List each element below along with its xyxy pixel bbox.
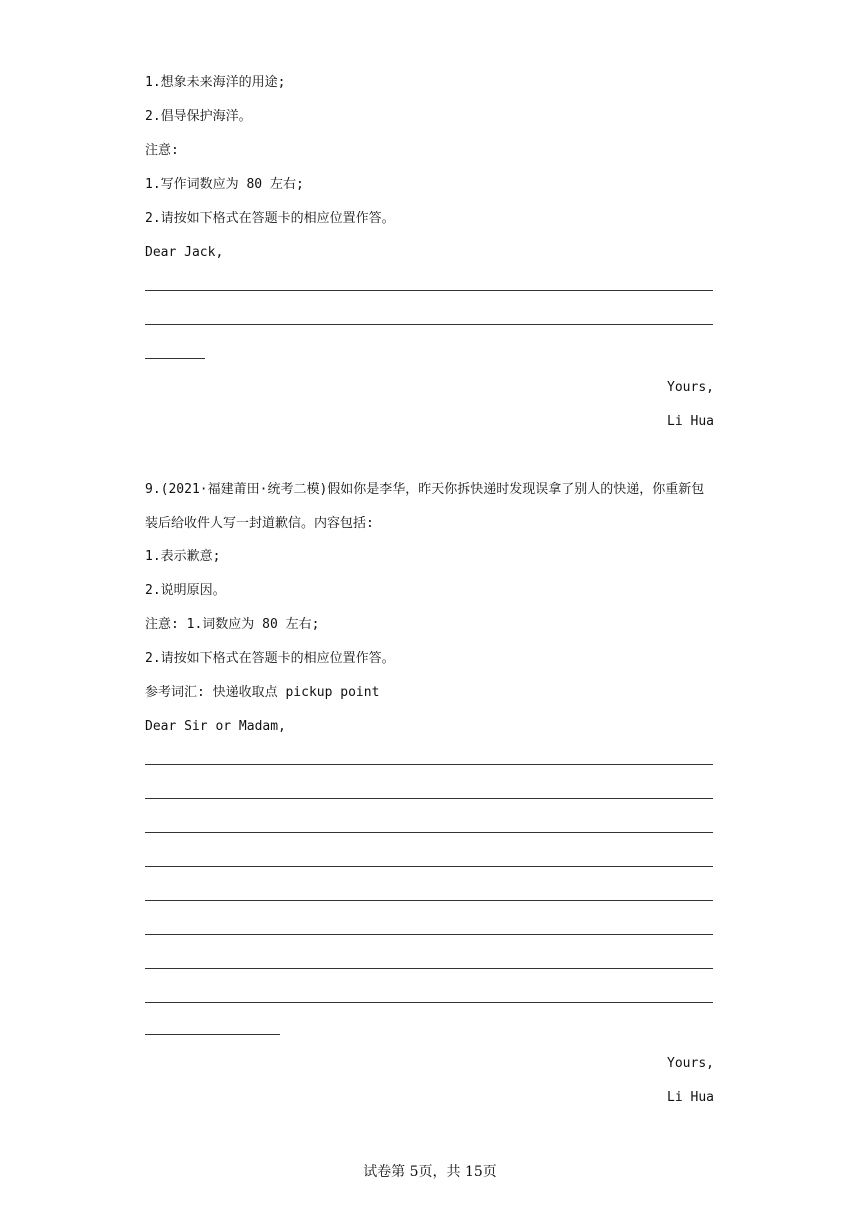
answer-line[interactable] [145, 324, 713, 325]
letter-signature: Li Hua [667, 414, 714, 429]
answer-line[interactable] [145, 764, 713, 765]
answer-line[interactable] [145, 900, 713, 901]
q9-note-word-count: 注意: 1.词数应为 80 左右; [145, 617, 320, 632]
letter-greeting: Dear Jack, [145, 245, 224, 260]
q9-letter-greeting: Dear Sir or Madam, [145, 719, 286, 734]
note-label: 注意: [145, 143, 179, 158]
note-word-count: 1.写作词数应为 80 左右; [145, 177, 304, 192]
note-format: 2.请按如下格式在答题卡的相应位置作答。 [145, 211, 395, 226]
q9-letter-signature: Li Hua [667, 1090, 714, 1105]
answer-line[interactable] [145, 832, 713, 833]
answer-line[interactable] [145, 798, 713, 799]
answer-line-short[interactable] [145, 358, 205, 359]
q9-point-2: 2.说明原因。 [145, 583, 226, 598]
q9-letter-closing: Yours, [667, 1056, 714, 1071]
q9-note-format: 2.请按如下格式在答题卡的相应位置作答。 [145, 651, 395, 666]
q9-point-1: 1.表示歉意; [145, 549, 221, 564]
answer-line[interactable] [145, 866, 713, 867]
q9-vocabulary: 参考词汇: 快递收取点 pickup point [145, 685, 380, 700]
task-point-2: 2.倡导保护海洋。 [145, 109, 252, 124]
answer-line-short[interactable] [145, 1034, 280, 1035]
answer-line[interactable] [145, 1002, 713, 1003]
letter-closing: Yours, [667, 380, 714, 395]
answer-line[interactable] [145, 290, 713, 291]
task-point-1: 1.想象未来海洋的用途; [145, 75, 286, 90]
answer-line[interactable] [145, 968, 713, 969]
page-footer: 试卷第 5页，共 15页 [363, 1164, 497, 1180]
answer-line[interactable] [145, 934, 713, 935]
question-9-prompt: 9.(2021·福建莆田·统考二模)假如你是李华，昨天你拆快递时发现误拿了别人的快递，你重新包装后给收件人写一封道歉信。内容包括: [145, 482, 705, 531]
